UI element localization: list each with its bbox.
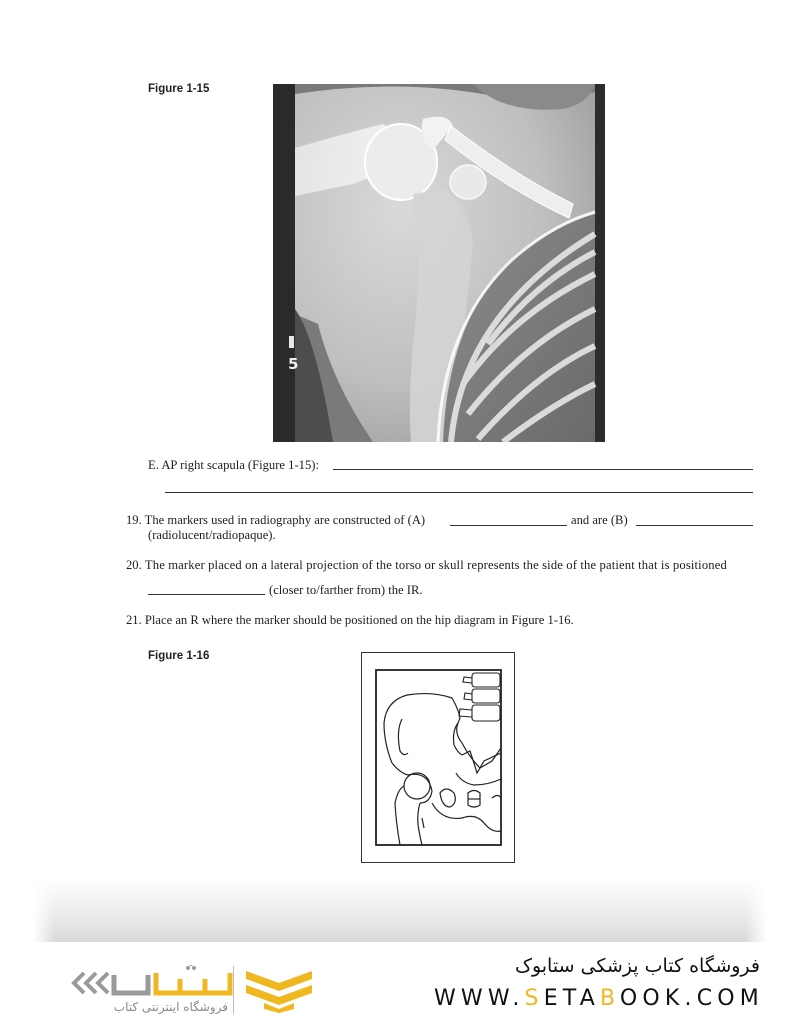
answer-line-e-1[interactable] (333, 469, 753, 470)
figure-label-1-16: Figure 1-16 (148, 650, 210, 662)
answer-line-20[interactable] (148, 594, 265, 595)
figure-label-1-15: Figure 1-15 (148, 83, 210, 95)
url-part-s: S (524, 986, 544, 1011)
xray-image-scapula (273, 84, 605, 442)
footer-fade-band (33, 878, 767, 942)
question-19-text-2: and are (B) (571, 513, 628, 527)
answer-line-19b[interactable] (636, 525, 753, 526)
xray-marker-text: 5 (288, 355, 299, 373)
question-21-text: Place an R where the marker should be positioned on the hip diagram in Figure 1-16. (144, 613, 574, 627)
url-part-eta: ETA (543, 986, 600, 1011)
url-part-b: B (599, 986, 620, 1011)
store-name-persian: فروشگاه کتاب پزشکی ستابوک (514, 955, 760, 977)
answer-line-e-2[interactable] (165, 492, 753, 493)
question-19-number: 19. (126, 513, 142, 527)
question-20 (126, 557, 756, 574)
question-20-text-1: The marker placed on a lateral projection of the torso or skull represents the side of the patient that is positioned (144, 558, 727, 572)
question-21-number: 21. (126, 613, 142, 627)
question-20-text-2: (closer to/farther from) the IR. (269, 583, 423, 597)
logo-wordmark-icon (70, 965, 240, 1001)
url-part-ook-com: OOK.COM (619, 986, 764, 1011)
question-19-text-1: The markers used in radiography are constructed of (A) (144, 513, 426, 527)
store-url[interactable] (414, 986, 764, 1011)
logo-divider (233, 966, 234, 1014)
question-20-number: 20. (126, 558, 142, 572)
brand-emblem (244, 965, 314, 1018)
logo-subtitle: فروشگاه اینترنتی کتاب (113, 1000, 228, 1014)
question-e-prefix: E. (148, 458, 159, 472)
question-e-text: AP right scapula (Figure 1-15): (161, 458, 319, 472)
chevron-emblem-icon (244, 965, 314, 1013)
url-part-www: WWW. (433, 986, 525, 1011)
question-e (148, 457, 319, 474)
question-21 (126, 612, 574, 629)
hip-diagram[interactable] (361, 652, 515, 863)
question-19-text-3: (radiolucent/radiopaque). (148, 528, 276, 542)
answer-line-19a[interactable] (450, 525, 567, 526)
